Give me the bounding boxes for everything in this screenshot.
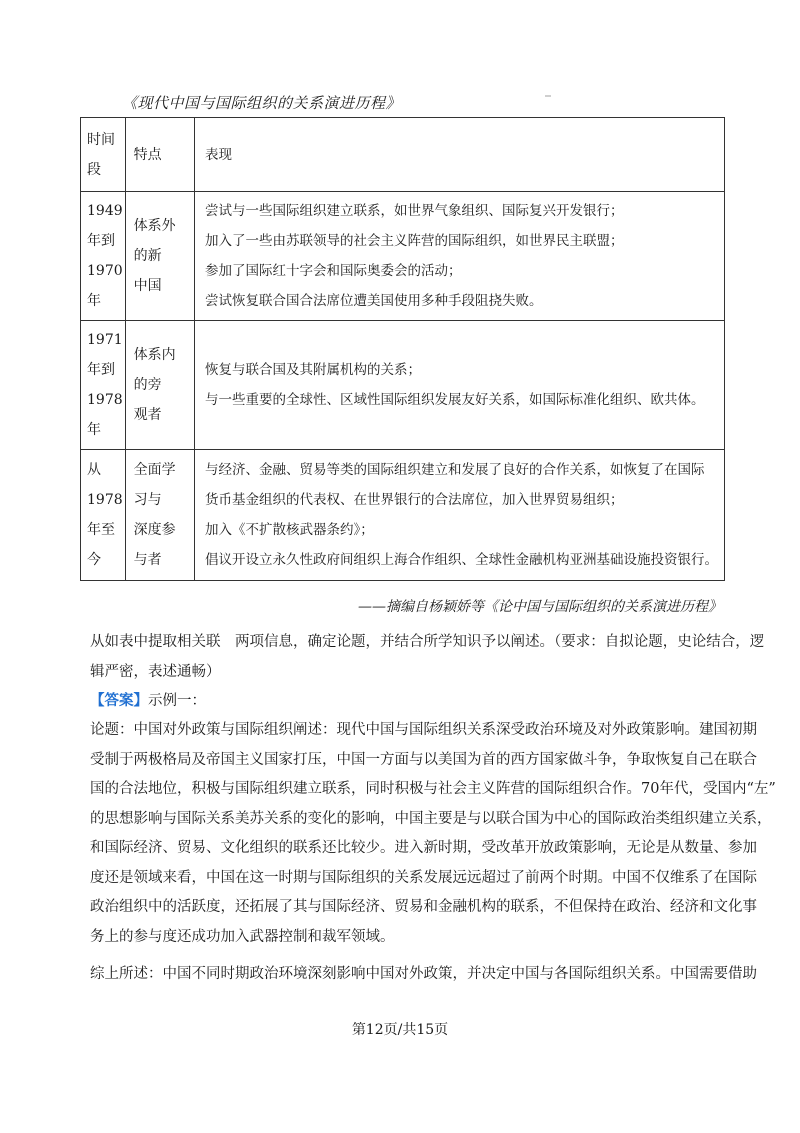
row-feature: 体系外的新 中国 — [125, 192, 194, 321]
scan-artifact — [545, 95, 551, 97]
table-row — [81, 321, 725, 450]
row-performance: 尝试与一些国际组织建立联系，如世界气象组织、国际复兴开发银行； 加入了一些由苏联领导的社会主义阵营的国际组织，如世界民主联盟； 参加了国际红十字会和国际奥委会的活动； 尝试恢复联合国合法席位遭美国使用多种手段阻挠失败。 — [195, 192, 725, 321]
row-feature: 全面学习与 深度参与者 — [125, 450, 194, 581]
row-time: 1949 年到 1970 年 — [81, 192, 126, 321]
header-feature: 特点 — [125, 118, 194, 192]
table-title: 《现代中国与国际组织的关系演进历程》 — [122, 94, 402, 112]
header-time: 时间 段 — [81, 118, 126, 192]
answer-tag: 【答案】 — [90, 692, 148, 709]
table-row — [81, 192, 725, 321]
header-performance: 表现 — [195, 118, 725, 192]
summary-paragraph: 综上所述：中国不同时期政治环境深刻影响中国对外政策，并决定中国与各国际组织关系。中国需要借助 — [90, 966, 757, 982]
row-feature: 体系内的旁 观者 — [125, 321, 194, 450]
row-time: 1971 年到 1978 年 — [81, 321, 126, 450]
row-time: 从 1978 年至 今 — [81, 450, 126, 581]
answer-intro: 示例一： — [148, 693, 206, 709]
table-row — [81, 450, 725, 581]
source-citation: ——摘编自杨颖娇等《论中国与国际组织的关系演进历程》 — [358, 599, 722, 615]
answer-heading — [90, 686, 730, 717]
table-header-row — [81, 118, 725, 192]
row-performance: 恢复与联合国及其附属机构的关系； 与一些重要的全球性、区域性国际组织发展友好关系，如国际标准化组织、欧共体。 — [195, 321, 725, 450]
answer-paragraph: 论题：中国对外政策与国际组织阐述：现代中国与国际组织关系深受政治环境及对外政策影响。建国初期 受制于两极格局及帝国主义国家打压，中国一方面与以美国为首的西方国家做斗争，争取恢复自己在联合 国的合法地位，积极与国际组织建立联系，同时积极与社会主义阵营的国际组织合作。70年代，受国内“左” 的思想影响与国际关系美苏关系的变化的影响，中国主要是与以联合国为中心的国际政治类组织建立关系， 和国际经济、贸易、文化组织的联系还比较少。进入新时期，受改革开放政策影响，无论是从数量、参加 度还是领域来看，中国在这一时期与国际组织的关系发展远远超过了前两个时期。中国不仅维系了在国际 政治组织中的活跃度，还拓展了其与国际经济、贸易和金融机构的联系，不但保持在政治、经济和文化事 务上的参与度还成功加入武器控制和裁军领域。 — [90, 722, 776, 945]
relations-table — [80, 117, 725, 581]
page-number: 第12页/共15页 — [351, 1022, 449, 1038]
row-performance: 与经济、金融、贸易等类的国际组织建立和发展了良好的合作关系，如恢复了在国际 货币基金组织的代表权、在世界银行的合法席位，加入世界贸易组织； 加入《不扩散核武器条约》； 倡议开设立永久性政府间组织上海合作组织、全球性金融机构亚洲基础设施投资银行。 — [195, 450, 725, 581]
question-text: 从如表中提取相关联 两项信息，确定论题，并结合所学知识予以阐述。（要求：自拟论题，史论结合，逻 辑严密，表述通畅） — [90, 634, 765, 680]
